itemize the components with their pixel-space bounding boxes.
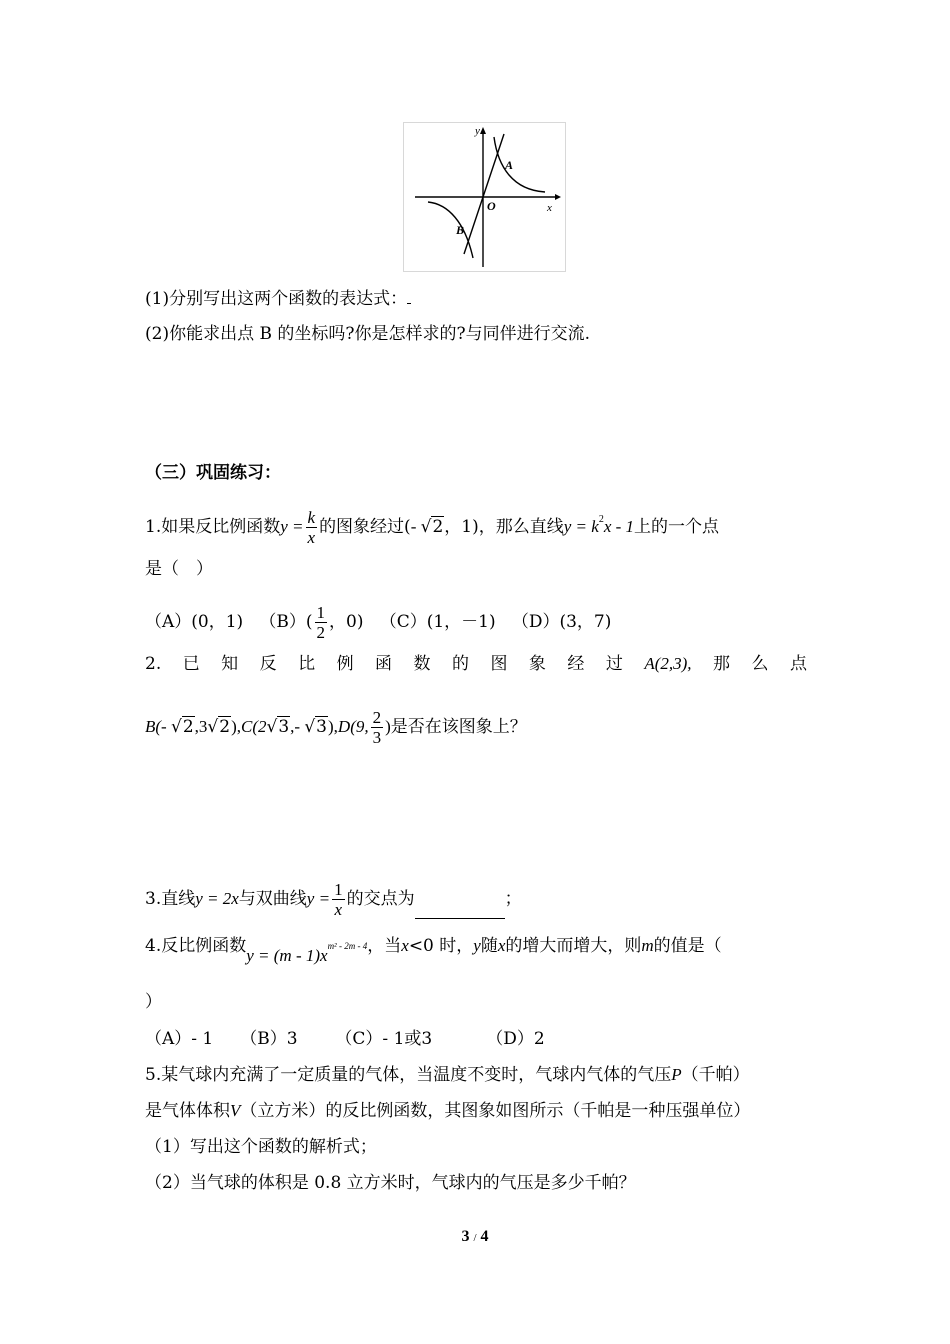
ex2-word: 象 — [528, 654, 546, 674]
ex2-b-label: B(- — [145, 717, 171, 736]
hyperbola-branch-lower — [428, 202, 473, 258]
ex2-word: 经 — [567, 654, 585, 674]
ex3-fraction — [332, 880, 345, 919]
exercise-4-options — [145, 1027, 545, 1051]
ex2-d-end: ) — [385, 717, 391, 736]
ex2-c-end: ), — [328, 717, 338, 736]
ex2-d-fraction — [371, 708, 384, 747]
ex5-v: V — [230, 1101, 241, 1120]
ex2-d-label: D(9, — [337, 717, 369, 736]
ex1-root: 2 — [432, 517, 444, 537]
ex4-exp: m² - 2m - 4 — [327, 941, 368, 951]
ex2-word: 图 — [490, 654, 508, 674]
ex2-word: 反 — [259, 654, 277, 674]
ex4-m: m — [641, 936, 654, 955]
ex4-option-c: （C）- 1或3 — [335, 1029, 433, 1049]
exercise-4-line1 — [145, 934, 722, 965]
ex2-word: 2. — [145, 654, 162, 674]
ex5-line1-pre: 5.某气球内充满了一定质量的气体，当温度不变时，气球内气体的气压 — [145, 1065, 672, 1085]
ex3-eq2: y = — [306, 889, 331, 908]
exercise-1-options — [145, 603, 611, 642]
ex3-num: 1 — [334, 880, 343, 899]
ex2-c-r1: 3 — [278, 717, 290, 737]
ex2-b-end: ), — [231, 717, 241, 736]
ex2-word: 么 — [751, 654, 769, 674]
y-axis-arrow — [480, 127, 486, 134]
ex1-sqrt: √2 — [420, 517, 444, 537]
ex2-word: 已 — [182, 654, 200, 674]
ex1-option-d: （D）(3，7) — [511, 612, 612, 632]
ex2-word: 那 — [713, 654, 731, 674]
hyperbola-branch-upper — [494, 137, 545, 192]
ex2-b-r1: 2 — [182, 717, 194, 737]
linear-function-line — [464, 134, 504, 254]
ex5-p: P — [671, 1065, 682, 1084]
ex1-option-b-den: 2 — [316, 623, 326, 642]
exercise-1-line1 — [145, 508, 719, 547]
ex4-cond-x: x — [401, 936, 409, 955]
exercise-1-line2: 是（ ） — [145, 559, 213, 579]
ex1-point-end: ，1)，那么直线 — [444, 517, 564, 537]
section-title: （三）巩固练习： — [145, 463, 281, 483]
ex1-mid: 的图象经过( — [319, 517, 411, 537]
ex1-option-c: （C）(1，－1) — [379, 612, 496, 632]
ex3-end: ； — [504, 889, 522, 909]
x-axis-label: x — [547, 202, 552, 214]
point-b-label: B — [456, 223, 465, 237]
ex4-option-b: （B）3 — [240, 1029, 298, 1049]
ex1-line-eq: y = k — [563, 517, 599, 536]
exercise-4-line2: ） — [145, 992, 162, 1012]
ex2-d-den: 3 — [372, 728, 382, 747]
ex1-option-a: （A）(0，1) — [145, 612, 244, 632]
ex3-answer-blank[interactable] — [415, 900, 505, 919]
ex1-option-b-post: ，0) — [329, 612, 364, 632]
ex2-c-r2: 3 — [316, 717, 327, 737]
exercise-3 — [145, 880, 522, 919]
ex2-word: 点 — [789, 654, 807, 674]
ex2-c-label: C(2 — [240, 717, 267, 736]
ex4-mid: ，当 — [367, 936, 402, 956]
ex2-word: 例 — [336, 654, 354, 674]
ex1-fraction — [306, 508, 318, 547]
answer-mark — [407, 288, 411, 304]
ex2-d-num: 2 — [372, 708, 382, 727]
ex2-tail: 是否在该图象上？ — [390, 717, 527, 737]
ex2-word: 的 — [451, 654, 469, 674]
footer-total-pages: 4 — [480, 1228, 489, 1245]
ex4-option-a: （A）- 1 — [145, 1029, 214, 1049]
ex2-b-r2: 2 — [219, 717, 231, 737]
ex5-line2-pre: 是气体体积 — [145, 1101, 230, 1121]
ex3-den: x — [334, 900, 343, 919]
page-footer — [0, 1228, 950, 1246]
ex4-text2: 随 — [480, 936, 498, 956]
ex4-option-d: （D）2 — [486, 1029, 545, 1049]
ex1-suffix: 上的一个点 — [634, 517, 720, 537]
x-axis-arrow — [555, 194, 561, 200]
function-graph-figure — [403, 122, 566, 272]
ex4-text3: 的增大而增大，则 — [505, 936, 642, 956]
y-axis-label: y — [475, 125, 480, 137]
ex3-prefix: 3.直线 — [145, 889, 196, 909]
ex2-word: 函 — [375, 654, 393, 674]
ex1-frac-den: x — [307, 528, 316, 547]
ex4-cond2: <0 时， — [408, 936, 474, 956]
ex2-b-sqrt2: √2 — [207, 717, 231, 737]
ex1-line-sup: 2 — [598, 514, 604, 525]
ex2-word: 数 — [413, 654, 431, 674]
ex2-word: 比 — [298, 654, 316, 674]
ex1-option-b-fraction — [315, 603, 328, 642]
exercise-2-line2 — [145, 708, 527, 747]
ex5-line1-post: （千帕） — [681, 1065, 750, 1085]
footer-page-number: 3 — [461, 1228, 470, 1245]
footer-separator: / — [473, 1232, 477, 1244]
ex1-line-rest: x - 1 — [603, 517, 635, 536]
ex2-b-mid: ,3 — [194, 717, 208, 736]
question-part-2: (2)你能求出点 B 的坐标吗?你是怎样求的?与同伴进行交流. — [145, 324, 591, 344]
question-part-1 — [145, 287, 411, 311]
ex3-eq1: y = 2x — [195, 889, 239, 908]
exercise-5-line2 — [145, 1099, 750, 1123]
ex1-option-b-num: 1 — [316, 603, 326, 622]
ex3-suffix: 的交点为 — [346, 889, 415, 909]
ex2-c-sqrt1: √3 — [266, 717, 290, 737]
ex1-option-b-pre: （B）( — [259, 612, 313, 632]
point-a-label: A — [505, 158, 514, 172]
exercise-2-line1 — [145, 652, 807, 676]
ex4-text4: 的值是（ — [653, 936, 722, 956]
exercise-5-sub2: （2）当气球的体积是 0.8 立方米时，气球内的气压是多少千帕？ — [145, 1173, 636, 1193]
ex2-c-sqrt2: √3 — [304, 717, 327, 737]
ex2-word: 知 — [221, 654, 239, 674]
ex4-x: x — [497, 936, 506, 955]
ex2-b-sqrt1: √2 — [170, 717, 194, 737]
ex2-word: 过 — [605, 654, 623, 674]
ex1-prefix: 1.如果反比例函数 — [145, 517, 281, 537]
ex4-y: y — [473, 936, 481, 955]
exercise-5-sub1: （1）写出这个函数的解析式； — [145, 1137, 377, 1157]
ex5-line2-post: （立方米）的反比例函数，其图象如图所示（千帕是一种压强单位） — [240, 1101, 751, 1121]
question-part-1-text: (1)分别写出这两个函数的表达式： — [145, 289, 408, 309]
exercise-5-line1 — [145, 1063, 750, 1087]
ex2-c-mid: ,- — [290, 717, 305, 736]
ex4-eq: y = (m - 1)x — [246, 946, 328, 965]
ex2-point-a: A(2,3), — [644, 654, 692, 673]
ex3-mid: 与双曲线 — [238, 889, 307, 909]
ex1-frac-num: k — [307, 508, 316, 527]
ex1-eq-y: y = — [280, 517, 304, 536]
ex4-prefix: 4.反比例函数 — [145, 936, 247, 956]
origin-label: O — [487, 199, 496, 213]
ex1-neg: - — [410, 517, 421, 536]
